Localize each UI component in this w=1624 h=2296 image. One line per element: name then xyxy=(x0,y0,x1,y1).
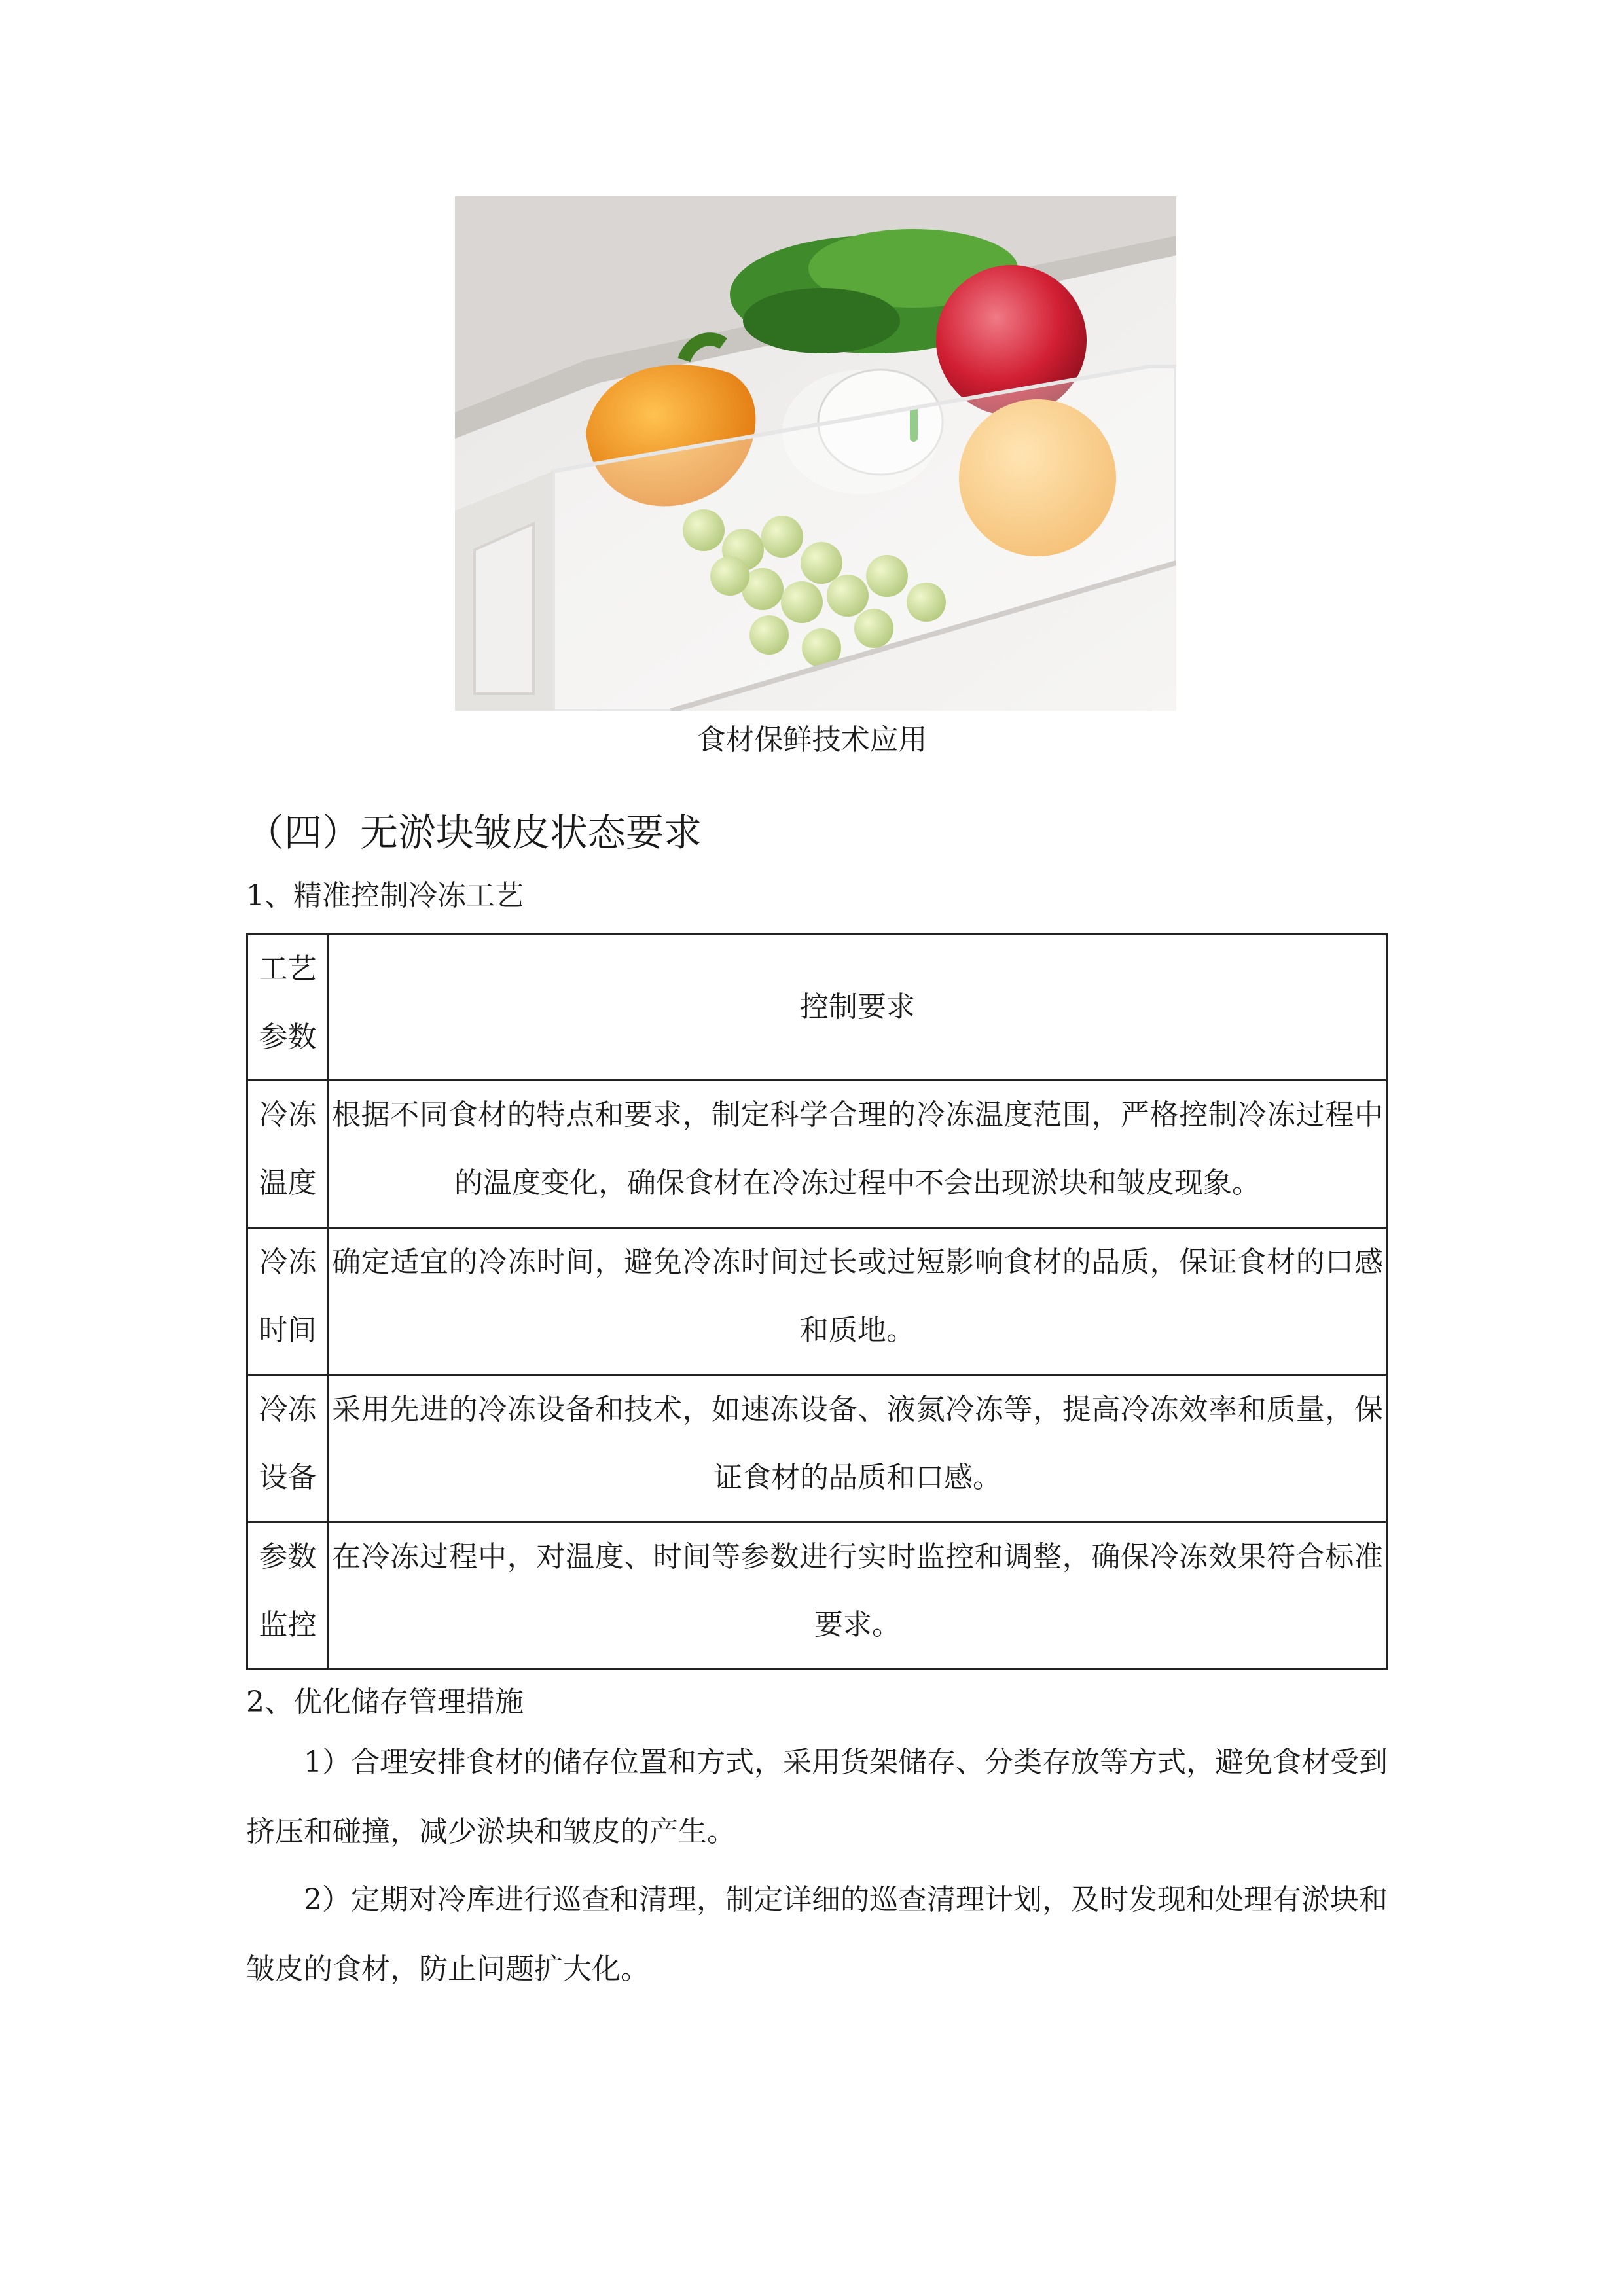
table-row xyxy=(247,1522,1387,1670)
subsection-storage: 2、优化储存管理措施 xyxy=(246,1685,524,1719)
param-cell: 冷冻温度 xyxy=(247,1081,329,1228)
param-cell: 冷冻时间 xyxy=(247,1228,329,1375)
freeze-control-table xyxy=(246,933,1388,1670)
req-cell: 采用先进的冷冻设备和技术，如速冻设备、液氮冷冻等，提高冷冻效率和质量，保证食材的品质和口感。 xyxy=(329,1375,1387,1522)
crisper-drawer-illustration xyxy=(455,196,1176,711)
header-req-cell: 控制要求 xyxy=(329,935,1387,1081)
table-header-row xyxy=(247,935,1387,1081)
header-param-cell: 工艺参数 xyxy=(247,935,329,1081)
figure-caption: 食材保鲜技术应用 xyxy=(696,723,928,757)
section-heading: （四）无淤块皱皮状态要求 xyxy=(246,810,702,855)
req-cell: 确定适宜的冷冻时间，避免冷冻时间过长或过短影响食材的品质，保证食材的口感和质地。 xyxy=(329,1228,1387,1375)
table-row xyxy=(247,1375,1387,1522)
table-row xyxy=(247,1081,1387,1228)
req-cell: 根据不同食材的特点和要求，制定科学合理的冷冻温度范围，严格控制冷冻过程中的温度变化，确保食材在冷冻过程中不会出现淤块和皱皮现象。 xyxy=(329,1081,1387,1228)
param-cell: 参数监控 xyxy=(247,1522,329,1670)
paragraph: 1）合理安排食材的储存位置和方式，采用货架储存、分类存放等方式，避免食材受到挤压和碰撞，减少淤块和皱皮的产生。 xyxy=(246,1746,1388,1848)
subsection-freeze-process: 1、精准控制冷冻工艺 xyxy=(246,879,524,912)
param-cell: 冷冻设备 xyxy=(247,1375,329,1522)
figure-photo xyxy=(455,196,1176,711)
paragraph: 2）定期对冷库进行巡查和清理，制定详细的巡查清理计划，及时发现和处理有淤块和皱皮的食材，防止问题扩大化。 xyxy=(246,1883,1388,1986)
table-row xyxy=(247,1228,1387,1375)
req-cell: 在冷冻过程中，对温度、时间等参数进行实时监控和调整，确保冷冻效果符合标准要求。 xyxy=(329,1522,1387,1670)
